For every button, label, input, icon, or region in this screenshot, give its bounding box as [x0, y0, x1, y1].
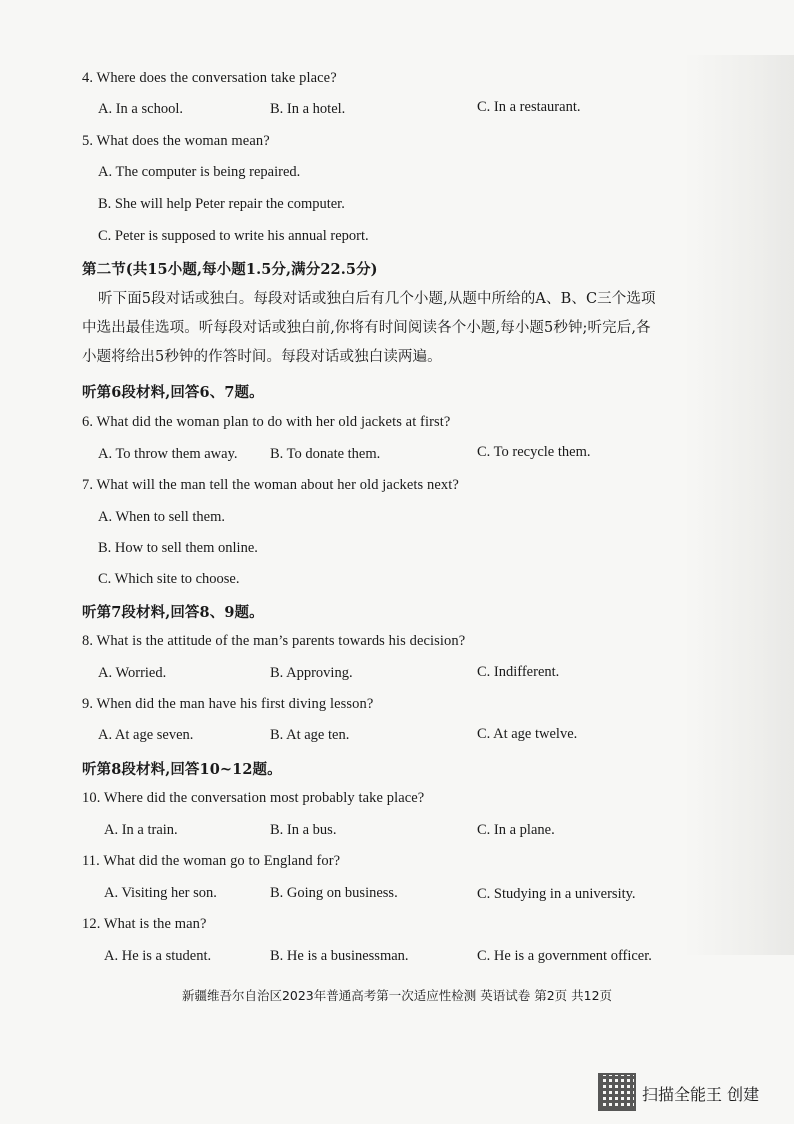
q12-option-a: A. He is a student. — [104, 948, 212, 964]
q6-option-b: B. To donate them. — [270, 446, 381, 462]
question-7: 7. What will the man tell the woman about her old jackets next? — [82, 477, 459, 493]
question-5: 5. What does the woman mean? — [82, 133, 270, 149]
question-10: 10. Where did the conversation most probably take place? — [82, 790, 425, 806]
q4-option-c: C. In a restaurant. — [477, 99, 581, 115]
q9-option-c: C. At age twelve. — [477, 726, 578, 742]
q7-option-c: C. Which site to choose. — [98, 571, 240, 587]
scanner-watermark: 扫描全能王 创建 — [642, 1085, 760, 1104]
q8-option-c: C. Indifferent. — [477, 664, 560, 680]
q11-option-b: B. Going on business. — [270, 885, 398, 901]
q12-option-b: B. He is a businessman. — [270, 948, 409, 964]
q8-option-a: A. Worried. — [98, 665, 167, 681]
question-4: 4. Where does the conversation take place? — [82, 70, 337, 86]
question-11: 11. What did the woman go to England for? — [82, 853, 341, 869]
instructions-line-2: 中选出最佳选项。听每段对话或独白前,你将有时间阅读各个小题,每小题5秒钟;听完后,各 — [82, 320, 651, 336]
q11-option-c: C. Studying in a university. — [477, 886, 636, 902]
material-8-heading: 听第8段材料,回答10~12题。 — [82, 761, 282, 778]
q12-option-c: C. He is a government officer. — [477, 948, 652, 964]
instructions-line-3: 小题将给出5秒钟的作答时间。每段对话或独白读两遍。 — [82, 349, 442, 365]
material-7-heading: 听第7段材料,回答8、9题。 — [82, 604, 264, 621]
question-12: 12. What is the man? — [82, 916, 207, 932]
q10-option-c: C. In a plane. — [477, 822, 555, 838]
q9-option-a: A. At age seven. — [98, 727, 194, 743]
q7-option-a: A. When to sell them. — [98, 509, 225, 525]
q4-option-b: B. In a hotel. — [270, 101, 346, 117]
q4-option-a: A. In a school. — [98, 101, 183, 117]
question-9: 9. When did the man have his first diving lesson? — [82, 696, 374, 712]
q9-option-b: B. At age ten. — [270, 727, 350, 743]
q7-option-b: B. How to sell them online. — [98, 540, 258, 556]
q6-option-c: C. To recycle them. — [477, 444, 591, 460]
instructions-line-1: 听下面5段对话或独白。每段对话或独白后有几个小题,从题中所给的A、B、C三个选项 — [98, 291, 656, 307]
show-through-shadow — [684, 55, 794, 955]
question-8: 8. What is the attitude of the man’s parents towards his decision? — [82, 633, 466, 649]
q11-option-a: A. Visiting her son. — [104, 885, 217, 901]
q8-option-b: B. Approving. — [270, 665, 353, 681]
page-footer: 新疆维吾尔自治区2023年普通高考第一次适应性检测 英语试卷 第2页 共12页 — [181, 988, 613, 1003]
material-6-heading: 听第6段材料,回答6、7题。 — [82, 384, 264, 401]
section-heading: 第二节(共15小题,每小题1.5分,满分22.5分) — [82, 261, 378, 278]
q10-option-b: B. In a bus. — [270, 822, 337, 838]
q10-option-a: A. In a train. — [104, 822, 178, 838]
qr-code-icon — [598, 1073, 636, 1111]
question-6: 6. What did the woman plan to do with her old jackets at first? — [82, 414, 451, 430]
q6-option-a: A. To throw them away. — [98, 446, 238, 462]
q5-option-c: C. Peter is supposed to write his annual report. — [98, 228, 369, 244]
q5-option-a: A. The computer is being repaired. — [98, 164, 301, 180]
q5-option-b: B. She will help Peter repair the computer. — [98, 196, 345, 212]
